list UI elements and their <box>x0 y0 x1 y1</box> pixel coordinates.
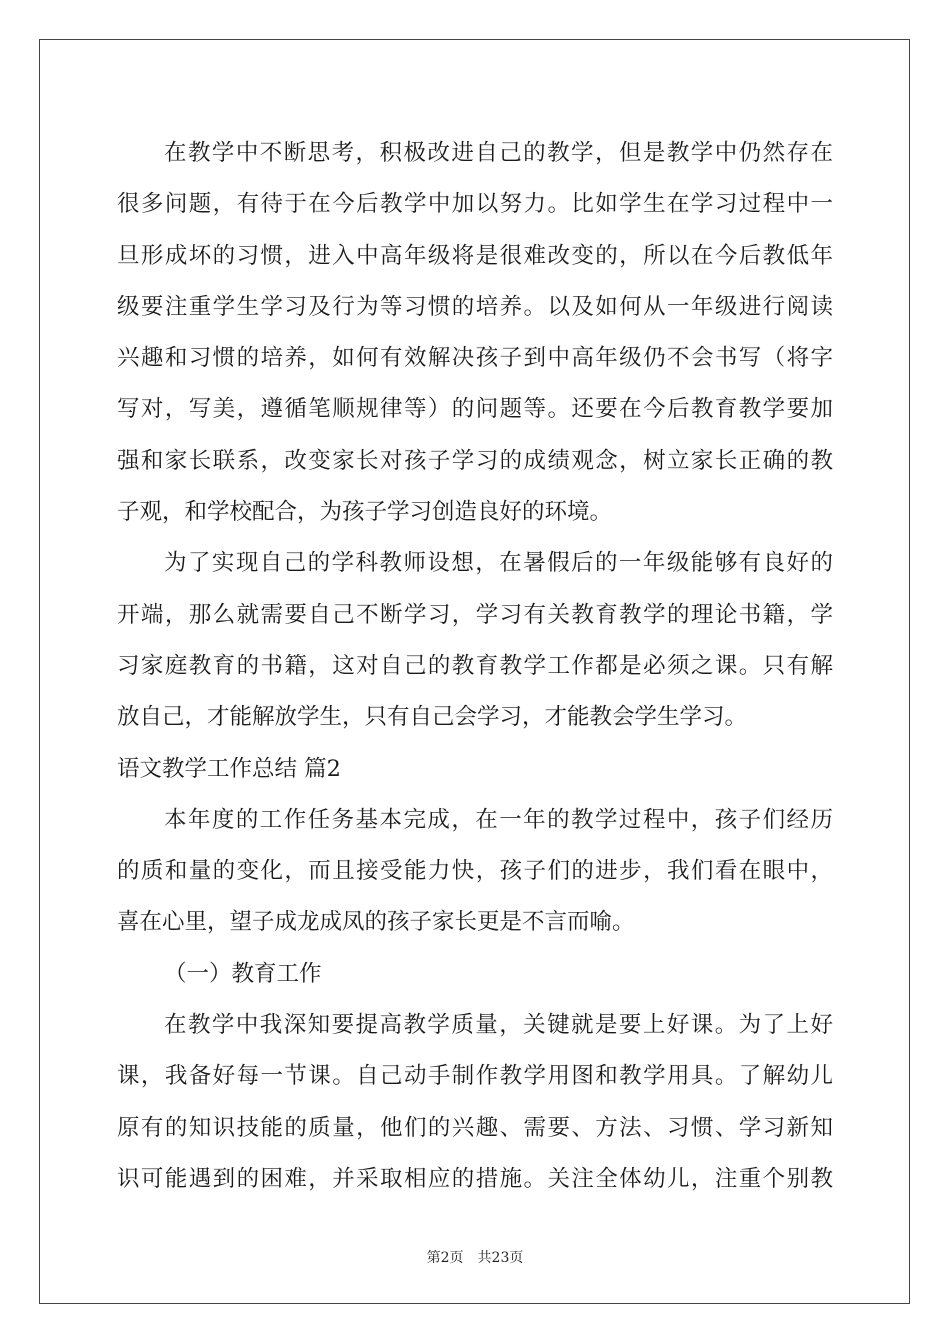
paragraph-line: 级要注重学生学习及行为等习惯的培养。以及如何从一年级进行阅读 <box>117 293 833 320</box>
paragraph-line: 习家庭教育的书籍，这对自己的教育教学工作都是必须之课。只有解 <box>117 652 833 679</box>
paragraph-line: 写对，写美，遵循笔顺规律等）的问题等。还要在今后教育教学要加 <box>117 396 833 423</box>
paragraph-line: 课，我备好每一节课。自己动手制作教学用图和教学用具。了解幼儿 <box>117 1063 833 1090</box>
paragraph-line: 本年度的工作任务基本完成，在一年的教学过程中，孩子们经历 <box>164 806 833 833</box>
paragraph-line: 开端，那么就需要自己不断学习，学习有关教育教学的理论书籍，学 <box>117 601 833 628</box>
page-number: 第2页 <box>426 1250 464 1266</box>
paragraph-line: 强和家长联系，改变家长对孩子学习的成绩观念，树立家长正确的教 <box>117 447 833 474</box>
paragraph-line: 在教学中我深知要提高教学质量，关键就是要上好课。为了上好 <box>164 1012 833 1039</box>
page-footer <box>0 1247 950 1267</box>
paragraph-line: 兴趣和习惯的培养，如何有效解决孩子到中高年级仍不会书写（将字 <box>117 345 833 372</box>
paragraph-line: 很多问题，有待于在今后教学中加以努力。比如学生在学习过程中一 <box>117 191 833 218</box>
paragraph-line: 识可能遇到的困难，并采取相应的措施。关注全体幼儿，注重个别教 <box>117 1165 833 1192</box>
paragraph-line: 的质和量的变化，而且接受能力快，孩子们的进步，我们看在眼中， <box>117 858 833 885</box>
paragraph-line: 旦形成坏的习惯，进入中高年级将是很难改变的，所以在今后教低年 <box>117 242 833 269</box>
paragraph-line: 为了实现自己的学科教师设想，在暑假后的一年级能够有良好的 <box>164 550 833 577</box>
paragraph-line: 放自己，才能解放学生，只有自己会学习，才能教会学生学习。 <box>117 704 748 731</box>
page-total: 共23页 <box>477 1250 524 1266</box>
paragraph-line: 子观，和学校配合，为孩子学习创造良好的环境。 <box>117 499 613 526</box>
document-body <box>117 128 833 1205</box>
paragraph-line: 在教学中不断思考，积极改进自己的教学，但是教学中仍然存在 <box>164 140 833 166</box>
paragraph-line: 喜在心里，望子成龙成凤的孩子家长更是不言而喻。 <box>117 909 635 936</box>
section-heading: 语文教学工作总结 篇2 <box>117 755 341 782</box>
subsection-heading: （一）教育工作 <box>164 960 322 987</box>
paragraph-line: 原有的知识技能的质量，他们的兴趣、需要、方法、习惯、学习新知 <box>117 1114 833 1141</box>
